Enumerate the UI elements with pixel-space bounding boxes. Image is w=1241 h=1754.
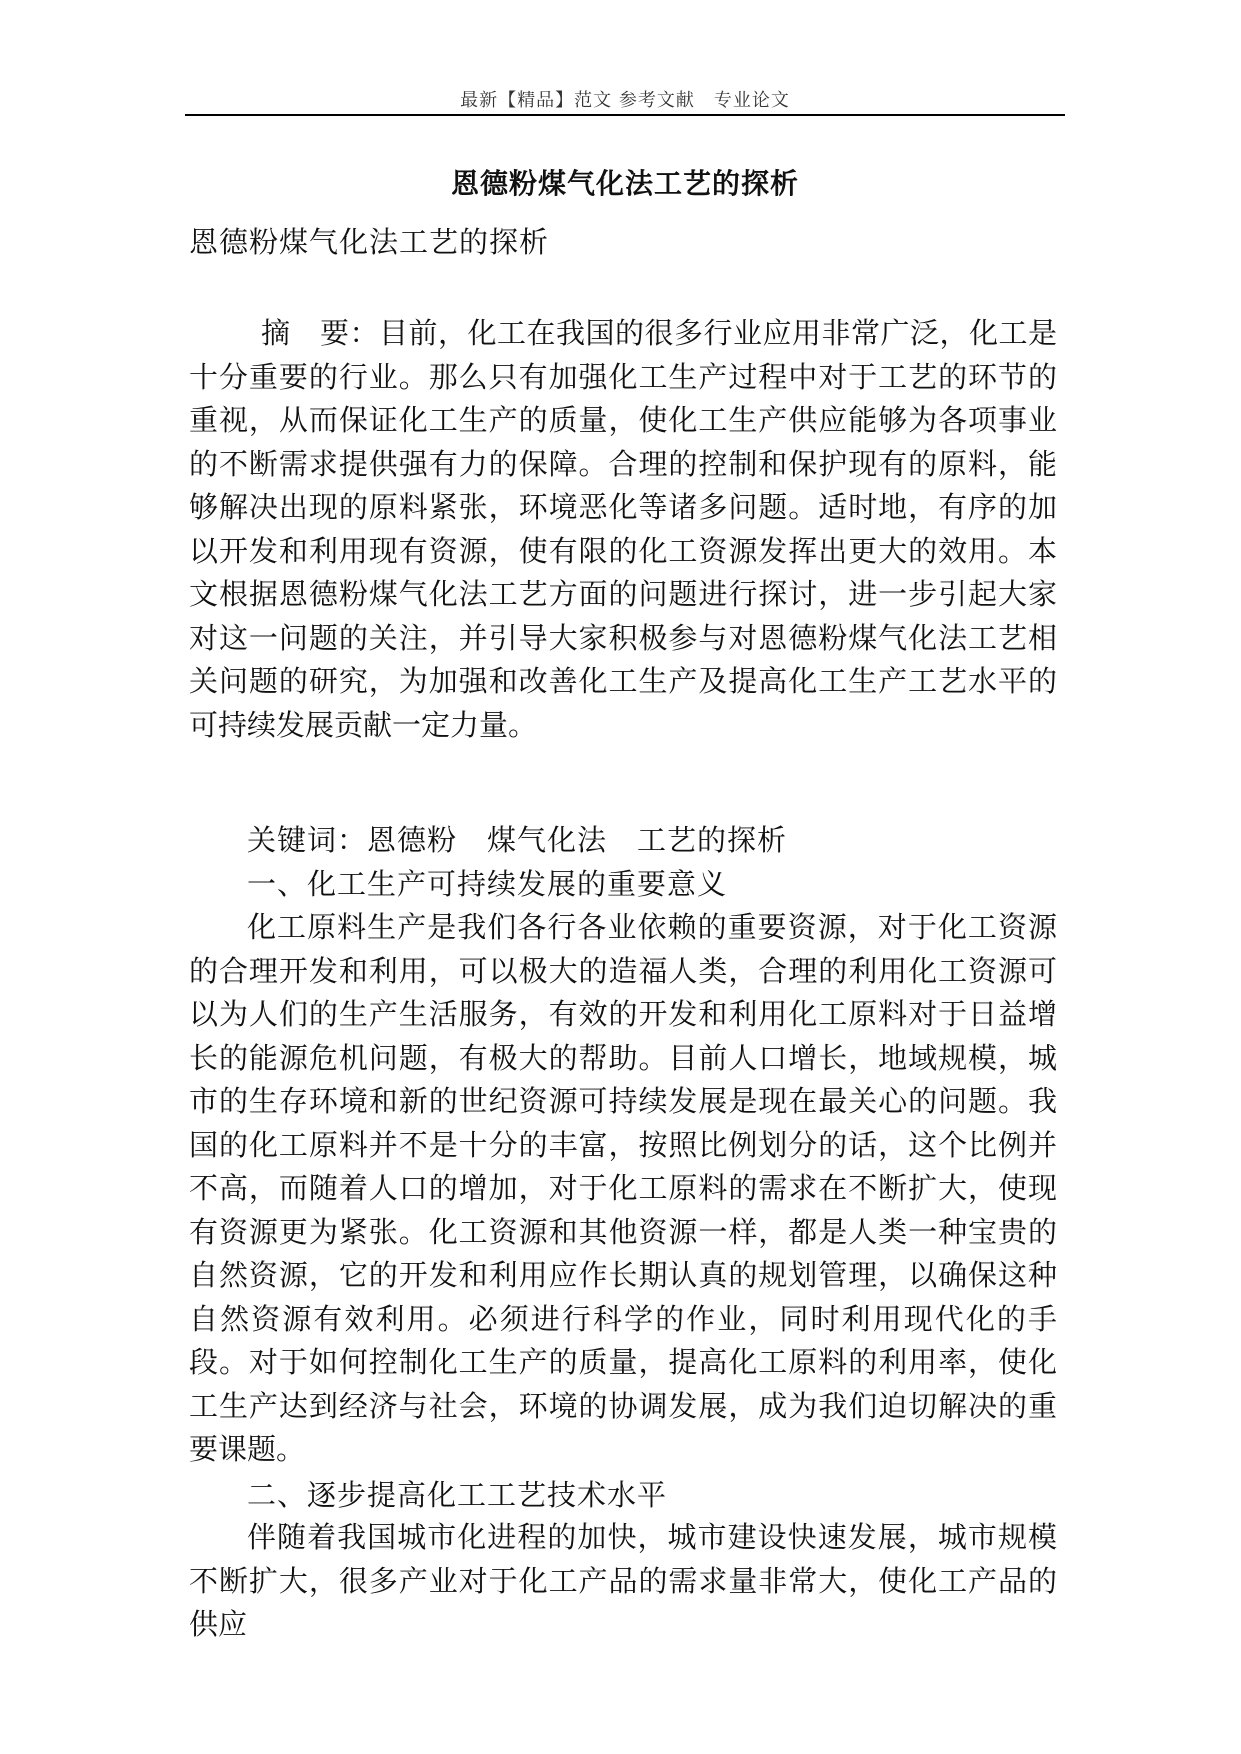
keywords-line: 关键词：恩德粉 煤气化法 工艺的探析	[247, 823, 788, 857]
section-2-body: 伴随着我国城市化进程的加快，城市建设快速发展，城市规模不断扩大，很多产业对于化工产品的需求量非常大，使化工产品的供应	[189, 1520, 1057, 1641]
section-1-heading: 一、化工生产可持续发展的重要意义	[247, 867, 728, 901]
section-1-body: 化工原料生产是我们各行各业依赖的重要资源，对于化工资源的合理开发和利用，可以极大的造福人类，合理的利用化工资源可以为人们的生产生活服务，有效的开发和利用化工原料对于日益增长的能源危机问题，有极大的帮助。目前人口增长，地域规模，城市的生存环境和新的世纪资源可持续发展是现在最关心的问题。我国的化工原料并不是十分的丰富，按照比例划分的话，这个比例并不高，而随着人口的增加，对于化工原料的需求在不断扩大，使现有资源更为紧张。化工资源和其他资源一样，都是人类一种宝贵的自然资源，它的开发和利用应作长期认真的规划管理，以确保这种自然资源有效利用。必须进行科学的作业，同时利用现代化的手段。对于如何控制化工生产的质量，提高化工原料的利用率，使化工生产达到经济与社会，环境的协调发展，成为我们迫切解决的重要课题。	[189, 910, 1057, 1466]
document-subtitle: 恩德粉煤气化法工艺的探析	[189, 225, 550, 259]
header-divider	[185, 114, 1065, 116]
abstract-paragraph: 摘 要：目前，化工在我国的很多行业应用非常广泛，化工是十分重要的行业。那么只有加强化工生产过程中对于工艺的环节的重视，从而保证化工生产的质量，使化工生产供应能够为各项事业的不断需求提供强有力的保障。合理的控制和保护现有的原料，能够解决出现的原料紧张，环境恶化等诸多问题。适时地，有序的加以开发和利用现有资源，使有限的化工资源发挥出更大的效用。本文根据恩德粉煤气化法工艺方面的问题进行探讨，进一步引起大家对这一问题的关注，并引导大家积极参与对恩德粉煤气化法工艺相关问题的研究，为加强和改善化工生产及提高化工生产工艺水平的可持续发展贡献一定力量。	[189, 316, 1057, 742]
section-2-heading: 二、逐步提高化工工艺技术水平	[247, 1478, 668, 1512]
page-header: 最新【精品】范文 参考文献 专业论文	[460, 90, 790, 111]
document-title: 恩德粉煤气化法工艺的探析	[450, 167, 799, 200]
